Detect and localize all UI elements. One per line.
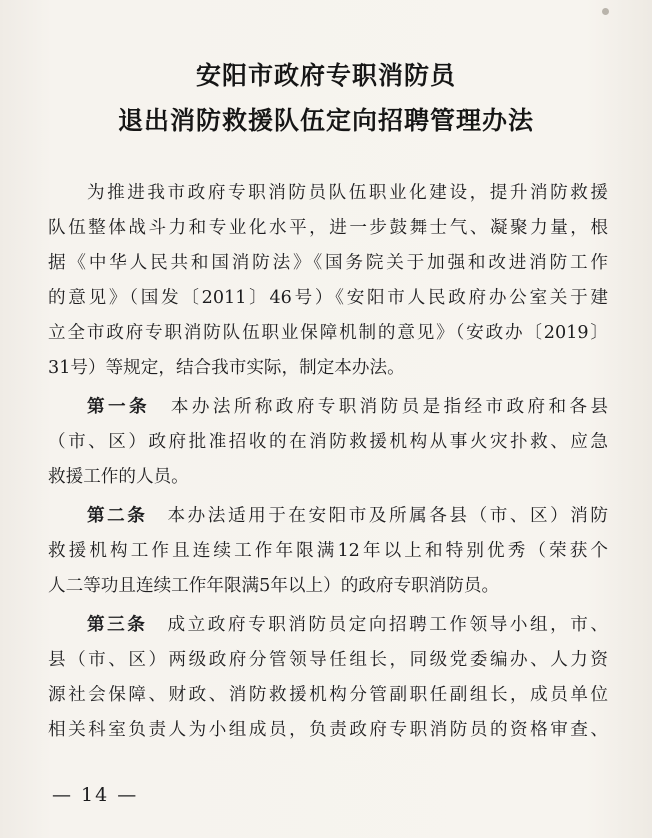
preamble-line: 31号）等规定，结合我市实际，制定本办法。 — [48, 358, 405, 378]
preamble-line: 立全市政府专职消防队伍职业保障机制的意见》（安政办〔2019〕 — [48, 323, 608, 343]
preamble-line: 据《中华人民共和国消防法》《国务院关于加强和改进消防工作 — [48, 253, 608, 273]
article-1-text: 本办法所称政府专职消防员是指经市政府和各县 — [167, 397, 608, 417]
page-number: — 14 — — [52, 784, 139, 806]
article-line: 救援工作的人员。 — [48, 467, 189, 487]
article-line: （市、区）政府批准招收的在消防救援机构从事火灾扑救、应急 — [48, 432, 608, 452]
article-1-label: 第一条 — [87, 397, 150, 417]
article-2-first-line — [48, 499, 608, 534]
article-line: 县（市、区）两级政府分管领导任组长，同级党委编办、人力资 — [48, 650, 608, 670]
article-2-label: 第二条 — [87, 506, 148, 526]
article-line: 源社会保障、财政、消防救援机构分管副职任副组长，成员单位 — [48, 685, 608, 705]
article-line: 人二等功且连续工作年限满5年以上）的政府专职消防员。 — [48, 576, 500, 596]
article-3-text: 成立政府专职消防员定向招聘工作领导小组，市、 — [165, 615, 608, 635]
article-1-first-line — [48, 390, 608, 425]
scan-dot — [602, 8, 609, 15]
document-title-line1: 安阳市政府专职消防员 — [195, 61, 456, 90]
article-2-text: 本办法适用于在安阳市及所属各县（市、区）消防 — [165, 506, 608, 526]
article-3-first-line — [48, 608, 608, 643]
document-body — [48, 176, 608, 748]
document-title-line2: 退出消防救援队伍定向招聘管理办法 — [117, 106, 534, 135]
preamble-line: 的意见》（国发〔2011〕46号）《安阳市人民政府办公室关于建 — [48, 288, 608, 308]
article-3-label: 第三条 — [87, 615, 148, 635]
preamble-line: 为推进我市政府专职消防员队伍职业化建设，提升消防救援 — [87, 183, 608, 203]
preamble-line: 队伍整体战斗力和专业化水平，进一步鼓舞士气、凝聚力量，根 — [48, 218, 608, 238]
article-line: 救援机构工作且连续工作年限满12年以上和特别优秀（荣获个 — [48, 541, 608, 561]
article-line: 相关科室负责人为小组成员，负责政府专职消防员的资格审查、 — [48, 720, 608, 740]
